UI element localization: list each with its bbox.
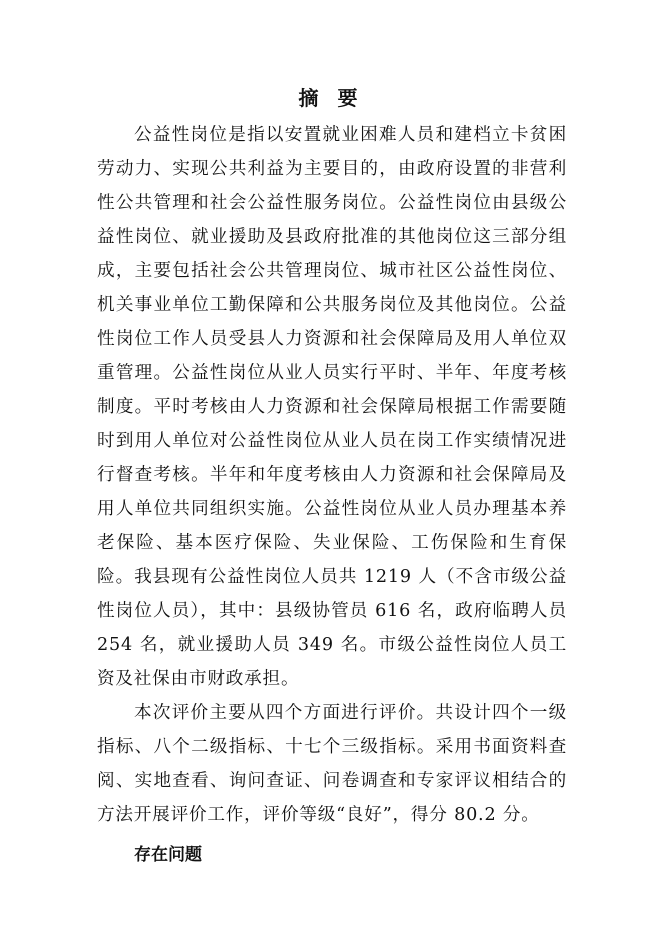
section-heading-problems: 存在问题 — [134, 845, 202, 865]
abstract-paragraph-2: 本次评价主要从四个方面进行评价。共设计四个一级指标、八个二级指标、十七个三级指标。采用书面资料查阅、实地查看、询问查证、问卷调查和专家评议相结合的方法开展评价工作，评价等级“良好”，得分 80.2 分。 — [97, 703, 567, 825]
abstract-body — [97, 118, 567, 872]
abstract-paragraph-1: 公益性岗位是指以安置就业困难人员和建档立卡贫困劳动力、实现公共利益为主要目的，由政府设置的非营利性公共管理和社会公益性服务岗位。公益性岗位由县级公益性岗位、就业援助及县政府批准的其他岗位这三部分组成，主要包括社会公共管理岗位、城市社区公益性岗位、机关事业单位工勤保障和公共服务岗位及其他岗位。公益性岗位工作人员受县人力资源和社会保障局及用人单位双重管理。公益性岗位从业人员实行平时、半年、年度考核制度。平时考核由人力资源和社会保障局根据工作需要随时到用人单位对公益性岗位从业人员在岗工作实绩情况进行督查考核。半年和年度考核由人力资源和社会保障局及用人单位共同组织实施。公益性岗位从业人员办理基本养老保险、基本医疗保险、失业保险、工伤保险和生育保险。我县现有公益性岗位人员共 1219 人（不含市级公益性岗位人员），其中：县级协管员 616 名，政府临聘人员 254 名，就业援助人员 349 名。市级公益性岗位人员工资及社保由市财政承担。 — [97, 125, 567, 689]
page-title: 摘 要 — [298, 86, 364, 110]
